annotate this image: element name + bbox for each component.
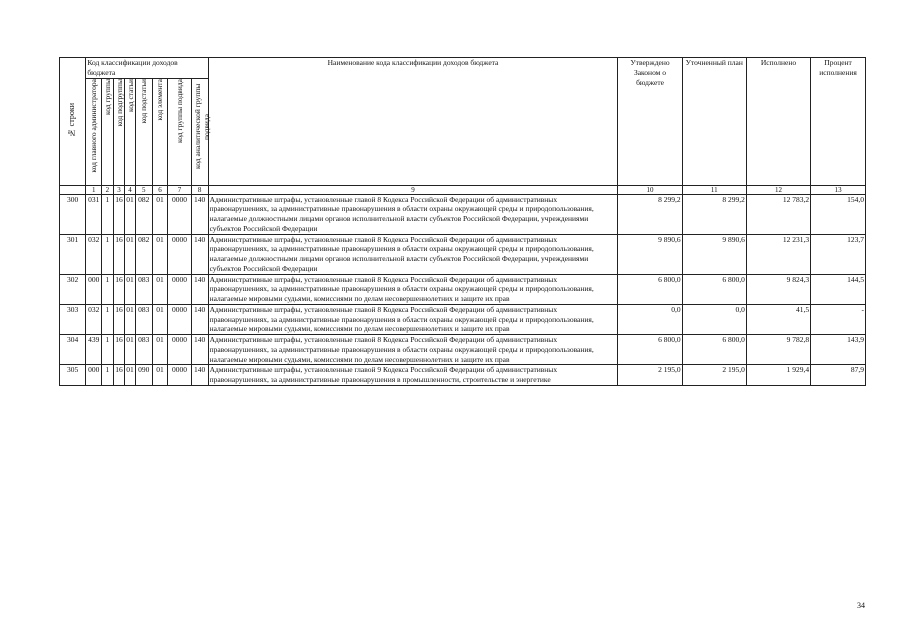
column-number: 2 [102, 185, 114, 194]
cell-element: 01 [152, 365, 168, 386]
cell-admin: 032 [86, 234, 102, 274]
cell-name: Административные штрафы, установленные главой 8 Кодекса Российской Федерации об административных правонарушениях, за административные правонарушения в области охраны окружающей среды и природопользования, налагаемые должностными лицами органов исполнительной власти субъектов Российской Федерации, учреждениями субъектов Российской Федерации [208, 194, 618, 234]
cell-executed: 9 824,3 [746, 274, 810, 304]
header-group-row [60, 58, 866, 79]
cell-approved: 0,0 [618, 304, 682, 334]
header-executed: Исполнено [746, 58, 810, 186]
cell-executed: 12 231,3 [746, 234, 810, 274]
cell-row: 303 [60, 304, 86, 334]
cell-executed: 1 929,4 [746, 365, 810, 386]
cell-name: Административные штрафы, установленные главой 8 Кодекса Российской Федерации об административных правонарушениях, за административные правонарушения в области охраны окружающей среды и природопользования, налагаемые должностными лицами органов исполнительной власти субъектов Российской Федерации, учреждениями субъектов Российской Федерации [208, 234, 618, 274]
cell-article: 01 [125, 234, 136, 274]
cell-subgroup: 16 [113, 365, 125, 386]
header-analytic-group: код аналитической группы подвида [191, 78, 208, 185]
budget-revenue-table [59, 57, 866, 386]
cell-subtype: 0000 [168, 365, 191, 386]
cell-executed: 41,5 [746, 304, 810, 334]
cell-approved: 8 299,2 [618, 194, 682, 234]
cell-approved: 6 800,0 [618, 335, 682, 365]
column-number: 1 [86, 185, 102, 194]
cell-analytic: 140 [191, 335, 208, 365]
cell-percent: 144,5 [811, 274, 866, 304]
column-number: 6 [152, 185, 168, 194]
column-number: 8 [191, 185, 208, 194]
column-number: 3 [113, 185, 125, 194]
header-approved: Утверждено Законом о бюджете [618, 58, 682, 186]
header-subgroup: код подгруппы [113, 78, 125, 185]
cell-subarticle: 083 [135, 304, 152, 334]
cell-subtype: 0000 [168, 335, 191, 365]
cell-admin: 032 [86, 304, 102, 334]
cell-element: 01 [152, 304, 168, 334]
cell-subarticle: 082 [135, 194, 152, 234]
cell-row: 300 [60, 194, 86, 234]
header-name: Наименование кода классификации доходов бюджета [208, 58, 618, 186]
cell-revised: 8 299,2 [682, 194, 746, 234]
cell-executed: 9 782,8 [746, 335, 810, 365]
cell-row: 302 [60, 274, 86, 304]
column-number: 10 [618, 185, 682, 194]
cell-analytic: 140 [191, 194, 208, 234]
cell-subtype: 0000 [168, 234, 191, 274]
cell-article: 01 [125, 304, 136, 334]
cell-name: Административные штрафы, установленные главой 9 Кодекса Российской Федерации об административных правонарушениях, за административные правонарушения в промышленности, строительстве и энергетике [208, 365, 618, 386]
cell-name: Административные штрафы, установленные главой 8 Кодекса Российской Федерации об административных правонарушениях, за административные правонарушения в области охраны окружающей среды и природопользования, налагаемые мировыми судьями, комиссиями по делам несовершеннолетних и защите их прав [208, 335, 618, 365]
cell-article: 01 [125, 365, 136, 386]
cell-subgroup: 16 [113, 194, 125, 234]
column-number [60, 185, 86, 194]
cell-subarticle: 082 [135, 234, 152, 274]
cell-subgroup: 16 [113, 304, 125, 334]
cell-percent: 154,0 [811, 194, 866, 234]
cell-row: 304 [60, 335, 86, 365]
page-number: 34 [857, 601, 865, 610]
column-number: 5 [135, 185, 152, 194]
table-row [60, 234, 866, 274]
cell-row: 301 [60, 234, 86, 274]
cell-subarticle: 083 [135, 335, 152, 365]
cell-subgroup: 16 [113, 234, 125, 274]
cell-admin: 439 [86, 335, 102, 365]
cell-element: 01 [152, 335, 168, 365]
cell-group: 1 [102, 365, 114, 386]
cell-element: 01 [152, 274, 168, 304]
column-number-row [60, 185, 866, 194]
column-number: 4 [125, 185, 136, 194]
cell-admin: 000 [86, 365, 102, 386]
table-body [60, 185, 866, 385]
cell-subarticle: 083 [135, 274, 152, 304]
header-percent: Процент исполнения [811, 58, 866, 186]
header-admin: код главного администратора [86, 78, 102, 185]
cell-article: 01 [125, 194, 136, 234]
cell-percent: 143,9 [811, 335, 866, 365]
cell-group: 1 [102, 194, 114, 234]
header-subtype-group: код группы подвида [168, 78, 191, 185]
cell-subtype: 0000 [168, 304, 191, 334]
cell-percent: - [811, 304, 866, 334]
table-row [60, 335, 866, 365]
table-row [60, 274, 866, 304]
cell-revised: 6 800,0 [682, 274, 746, 304]
header-classification-group: Код классификации доходов бюджета [86, 58, 208, 79]
column-number: 11 [682, 185, 746, 194]
cell-analytic: 140 [191, 234, 208, 274]
cell-subgroup: 16 [113, 335, 125, 365]
table-row [60, 194, 866, 234]
cell-analytic: 140 [191, 304, 208, 334]
column-number: 7 [168, 185, 191, 194]
header-article: код статьи [125, 78, 136, 185]
cell-subarticle: 090 [135, 365, 152, 386]
cell-subtype: 0000 [168, 194, 191, 234]
cell-revised: 2 195,0 [682, 365, 746, 386]
header-row-number: № строки [60, 58, 86, 186]
cell-approved: 6 800,0 [618, 274, 682, 304]
cell-analytic: 140 [191, 274, 208, 304]
cell-name: Административные штрафы, установленные главой 8 Кодекса Российской Федерации об административных правонарушениях, за административные правонарушения в области охраны окружающей среды и природопользования, налагаемые мировыми судьями, комиссиями по делам несовершеннолетних и защите их прав [208, 304, 618, 334]
cell-revised: 9 890,6 [682, 234, 746, 274]
cell-subgroup: 16 [113, 274, 125, 304]
cell-percent: 123,7 [811, 234, 866, 274]
cell-group: 1 [102, 335, 114, 365]
cell-article: 01 [125, 335, 136, 365]
cell-group: 1 [102, 274, 114, 304]
cell-element: 01 [152, 234, 168, 274]
cell-admin: 031 [86, 194, 102, 234]
cell-admin: 000 [86, 274, 102, 304]
cell-element: 01 [152, 194, 168, 234]
header-subarticle: код подстатьи [135, 78, 152, 185]
cell-executed: 12 783,2 [746, 194, 810, 234]
cell-analytic: 140 [191, 365, 208, 386]
cell-name: Административные штрафы, установленные главой 8 Кодекса Российской Федерации об административных правонарушениях, за административные правонарушения в области охраны окружающей среды и природопользования, налагаемые мировыми судьями, комиссиями по делам несовершеннолетних и защите их прав [208, 274, 618, 304]
cell-row: 305 [60, 365, 86, 386]
header-group: код группы [102, 78, 114, 185]
header-revised: Уточненный план [682, 58, 746, 186]
cell-percent: 87,9 [811, 365, 866, 386]
cell-group: 1 [102, 304, 114, 334]
cell-group: 1 [102, 234, 114, 274]
cell-approved: 9 890,6 [618, 234, 682, 274]
table-row [60, 304, 866, 334]
cell-subtype: 0000 [168, 274, 191, 304]
cell-revised: 0,0 [682, 304, 746, 334]
cell-revised: 6 800,0 [682, 335, 746, 365]
column-number: 12 [746, 185, 810, 194]
column-number: 9 [208, 185, 618, 194]
header-element: код элемента [152, 78, 168, 185]
table-row [60, 365, 866, 386]
column-number: 13 [811, 185, 866, 194]
cell-approved: 2 195,0 [618, 365, 682, 386]
cell-article: 01 [125, 274, 136, 304]
